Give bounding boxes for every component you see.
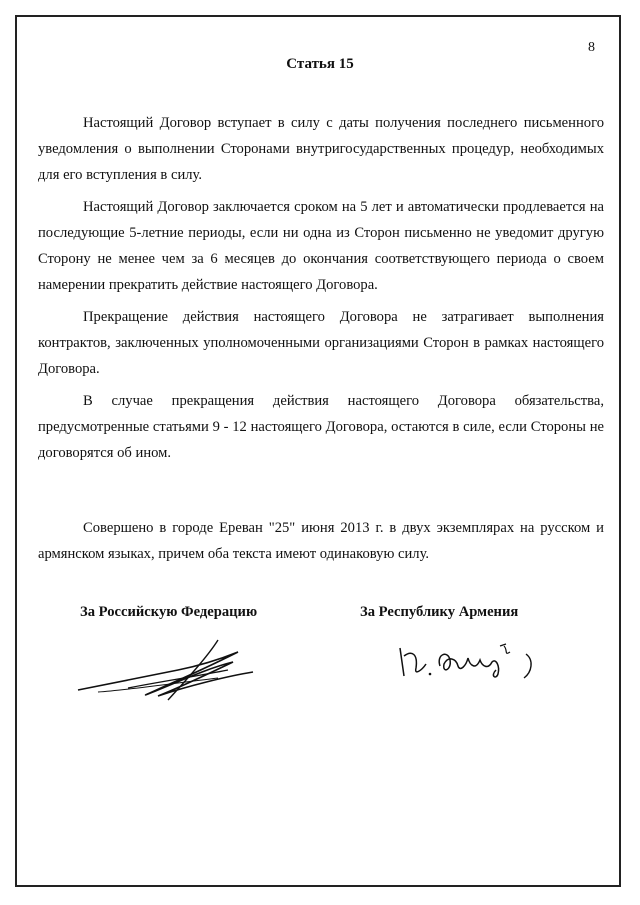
article-body (38, 110, 604, 472)
closing-clause (38, 515, 604, 567)
signatory-label-russia: За Российскую Федерацию (80, 604, 258, 620)
article-heading: Статья 15 (286, 56, 354, 72)
page-number: 8 (588, 40, 595, 55)
paragraph-termination-effects: Прекращение действия настоящего Договора не затрагивает выполнения контрактов, заключенных уполномоченными организациями Сторон в рамках настоящего Договора. (38, 309, 604, 377)
paragraph-obligations-survive: В случае прекращения действия настоящего Договора обязательства, предусмотренные статьями 9 - 12 настоящего Договора, остаются в силе, если Стороны не договорятся об ином. (38, 393, 604, 461)
signature-russia (68, 632, 268, 712)
paragraph-entry-into-force: Настоящий Договор вступает в силу с даты получения последнего письменного уведомления о выполнении Сторонами внутригосударственных процедур, необходимых для его вступления в силу. (38, 115, 604, 183)
paragraph-term: Настоящий Договор заключается сроком на 5 лет и автоматически продлевается на последующие 5-летние периоды, если ни одна из Сторон письменно не уведомит другую Сторону не менее чем за 6 месяцев до окончания соответствующего периода о своем намерении прекратить действие настоящего Договора. (38, 199, 604, 293)
closing-text: Совершено в городе Ереван "25" июня 2013 г. в двух экземплярах на русском и армянском языках, причем оба текста имеют одинаковую силу. (38, 520, 604, 562)
signatory-label-armenia: За Республику Армения (360, 604, 519, 620)
signature-armenia (392, 636, 542, 686)
